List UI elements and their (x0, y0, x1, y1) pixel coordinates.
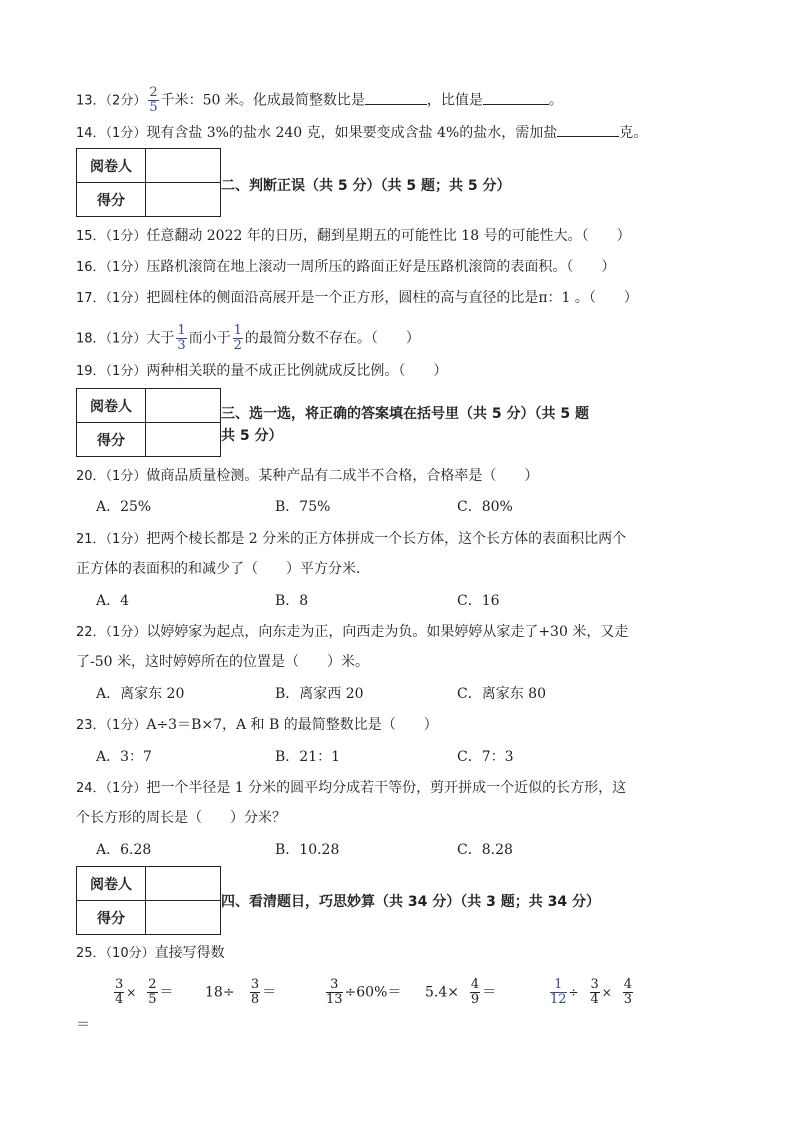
reviewer-cell[interactable] (146, 149, 221, 183)
option-c[interactable]: C．16 (457, 593, 500, 609)
fraction: $\frac{1}{12}$ (550, 977, 567, 1007)
fraction: $\frac{2}{5}$ (148, 977, 157, 1007)
calc-expression-4: 5.4× $\frac{4}{9}$ ＝ (425, 977, 497, 1007)
option-c[interactable]: C．8.28 (457, 842, 513, 858)
calc-expression-5: $\frac{1}{12}$ ÷ $\frac{3}{4}$ × $\frac{4}{3}$ (550, 977, 633, 1007)
reviewer-label: 阅卷人 (77, 867, 146, 901)
option-a[interactable]: A．25% (96, 499, 152, 515)
section-title: 三、选一选，将正确的答案填在括号里（共 5 分）（共 5 题 (221, 406, 589, 422)
question-21: 21．（1分）把两个棱长都是 2 分米的正方体拼成一个长方体，这个长方体的表面积比两个 (76, 531, 627, 547)
question-23: 23．（1分）A÷3＝B×7，A 和 B 的最简整数比是（ ） (76, 717, 438, 733)
score-label: 得分 (77, 901, 146, 935)
option-a[interactable]: A．离家东 20 (96, 686, 185, 702)
fraction: $\frac{3}{13}$ (326, 977, 343, 1007)
score-label: 得分 (77, 183, 146, 217)
question-25: 25．（10分）直接写得数 (76, 945, 225, 961)
question-17: 17．（1分）把圆柱体的侧面沿高展开是一个正方形，圆柱的高与直径的比是π：1 。（ ） (76, 290, 638, 306)
section-title: 四、看清题目，巧思妙算（共 34 分）（共 3 题；共 34 分） (221, 894, 600, 910)
fraction: $\frac{3}{4}$ (115, 977, 124, 1007)
score-cell[interactable] (146, 183, 221, 217)
question-18: 18．（1分）大于 $\frac{1}{3}$ 而小于 $\frac{1}{2}$ 的最简分数不存在。（ ） (76, 323, 420, 353)
reviewer-label: 阅卷人 (77, 389, 146, 423)
calc-expression-2: 18÷ $\frac{3}{8}$ ＝ (205, 977, 277, 1007)
question-number: 14．（1分） (76, 126, 147, 141)
question-24-cont: 个长方形的周长是（ ）分米？ (76, 810, 286, 826)
calc-expression-3: $\frac{3}{13}$ ÷60%＝ (326, 977, 402, 1007)
option-b[interactable]: B．21：1 (275, 749, 341, 765)
reviewer-label: 阅卷人 (77, 149, 146, 183)
question-number: 13．（2分） (76, 93, 147, 109)
fraction: $\frac{3}{8}$ (250, 977, 260, 1007)
section-title-cont: 共 5 分） (221, 428, 283, 444)
question-21-cont: 正方体的表面积的和减少了（ ）平方分米． (76, 561, 370, 577)
fraction: $\frac{1}{2}$ (233, 323, 242, 353)
option-b[interactable]: B．离家西 20 (275, 686, 364, 702)
score-label: 得分 (77, 423, 146, 457)
reviewer-cell[interactable] (146, 867, 221, 901)
option-c[interactable]: C．7：3 (457, 749, 514, 765)
option-c[interactable]: C．离家东 80 (457, 686, 546, 702)
score-cell[interactable] (146, 423, 221, 457)
question-22: 22．（1分）以婷婷家为起点，向东走为正，向西走为负。如果婷婷从家走了+30 米，又走 (76, 624, 629, 640)
question-16: 16．（1分）压路机滚筒在地上滚动一周所压的路面正好是压路机滚筒的表面积。（ ） (76, 259, 616, 275)
option-a[interactable]: A．4 (96, 593, 130, 609)
answer-blank[interactable] (483, 90, 549, 105)
option-a[interactable]: A．6.28 (96, 842, 152, 858)
score-cell[interactable] (146, 901, 221, 935)
fraction: $\frac{4}{3}$ (623, 977, 633, 1007)
question-20: 20．（1分）做商品质量检测。某种产品有二成半不合格，合格率是（ ） (76, 468, 539, 484)
question-22-cont: 了-50 米，这时婷婷所在的位置是（ ）米。 (76, 654, 369, 670)
question-13: 13．（2分） $\frac{2}{5}$ 千米：50 米。化成最简整数比是 ，比值是 。 (76, 85, 563, 115)
fraction: $\frac{3}{4}$ (590, 977, 599, 1007)
trailing-equals: ＝ (76, 1017, 90, 1033)
question-15: 15．（1分）任意翻动 2022 年的日历，翻到星期五的可能性比 18 号的可能性大。（ ） (76, 228, 631, 244)
question-14: 14．（1分）现有含盐 3%的盐水 240 克，如果要变成含盐 4%的盐水，需加盐 克。 (76, 122, 647, 144)
option-b[interactable]: B．10.28 (275, 842, 340, 858)
fraction: $\frac{2}{5}$ (149, 85, 158, 115)
question-19: 19．（1分）两种相关联的量不成正比例就成反比例。（ ） (76, 363, 448, 379)
question-24: 24．（1分）把一个半径是 1 分米的圆平均分成若干等份，剪开拼成一个近似的长方形，这 (76, 780, 627, 796)
option-a[interactable]: A．3：7 (96, 749, 152, 765)
option-b[interactable]: B．8 (275, 593, 309, 609)
option-b[interactable]: B．75% (275, 499, 331, 515)
fraction: $\frac{1}{3}$ (177, 323, 186, 353)
answer-blank[interactable] (557, 122, 619, 137)
option-c[interactable]: C．80% (457, 499, 513, 515)
reviewer-cell[interactable] (146, 389, 221, 423)
calc-expression-1: $\frac{3}{4}$ × $\frac{2}{5}$ ＝ (115, 977, 174, 1007)
fraction: $\frac{4}{9}$ (470, 977, 480, 1007)
score-table (76, 148, 221, 217)
score-table (76, 388, 221, 457)
score-table (76, 866, 221, 935)
section-title: 二、判断正误（共 5 分）（共 5 题；共 5 分） (221, 178, 511, 194)
answer-blank[interactable] (365, 90, 427, 105)
